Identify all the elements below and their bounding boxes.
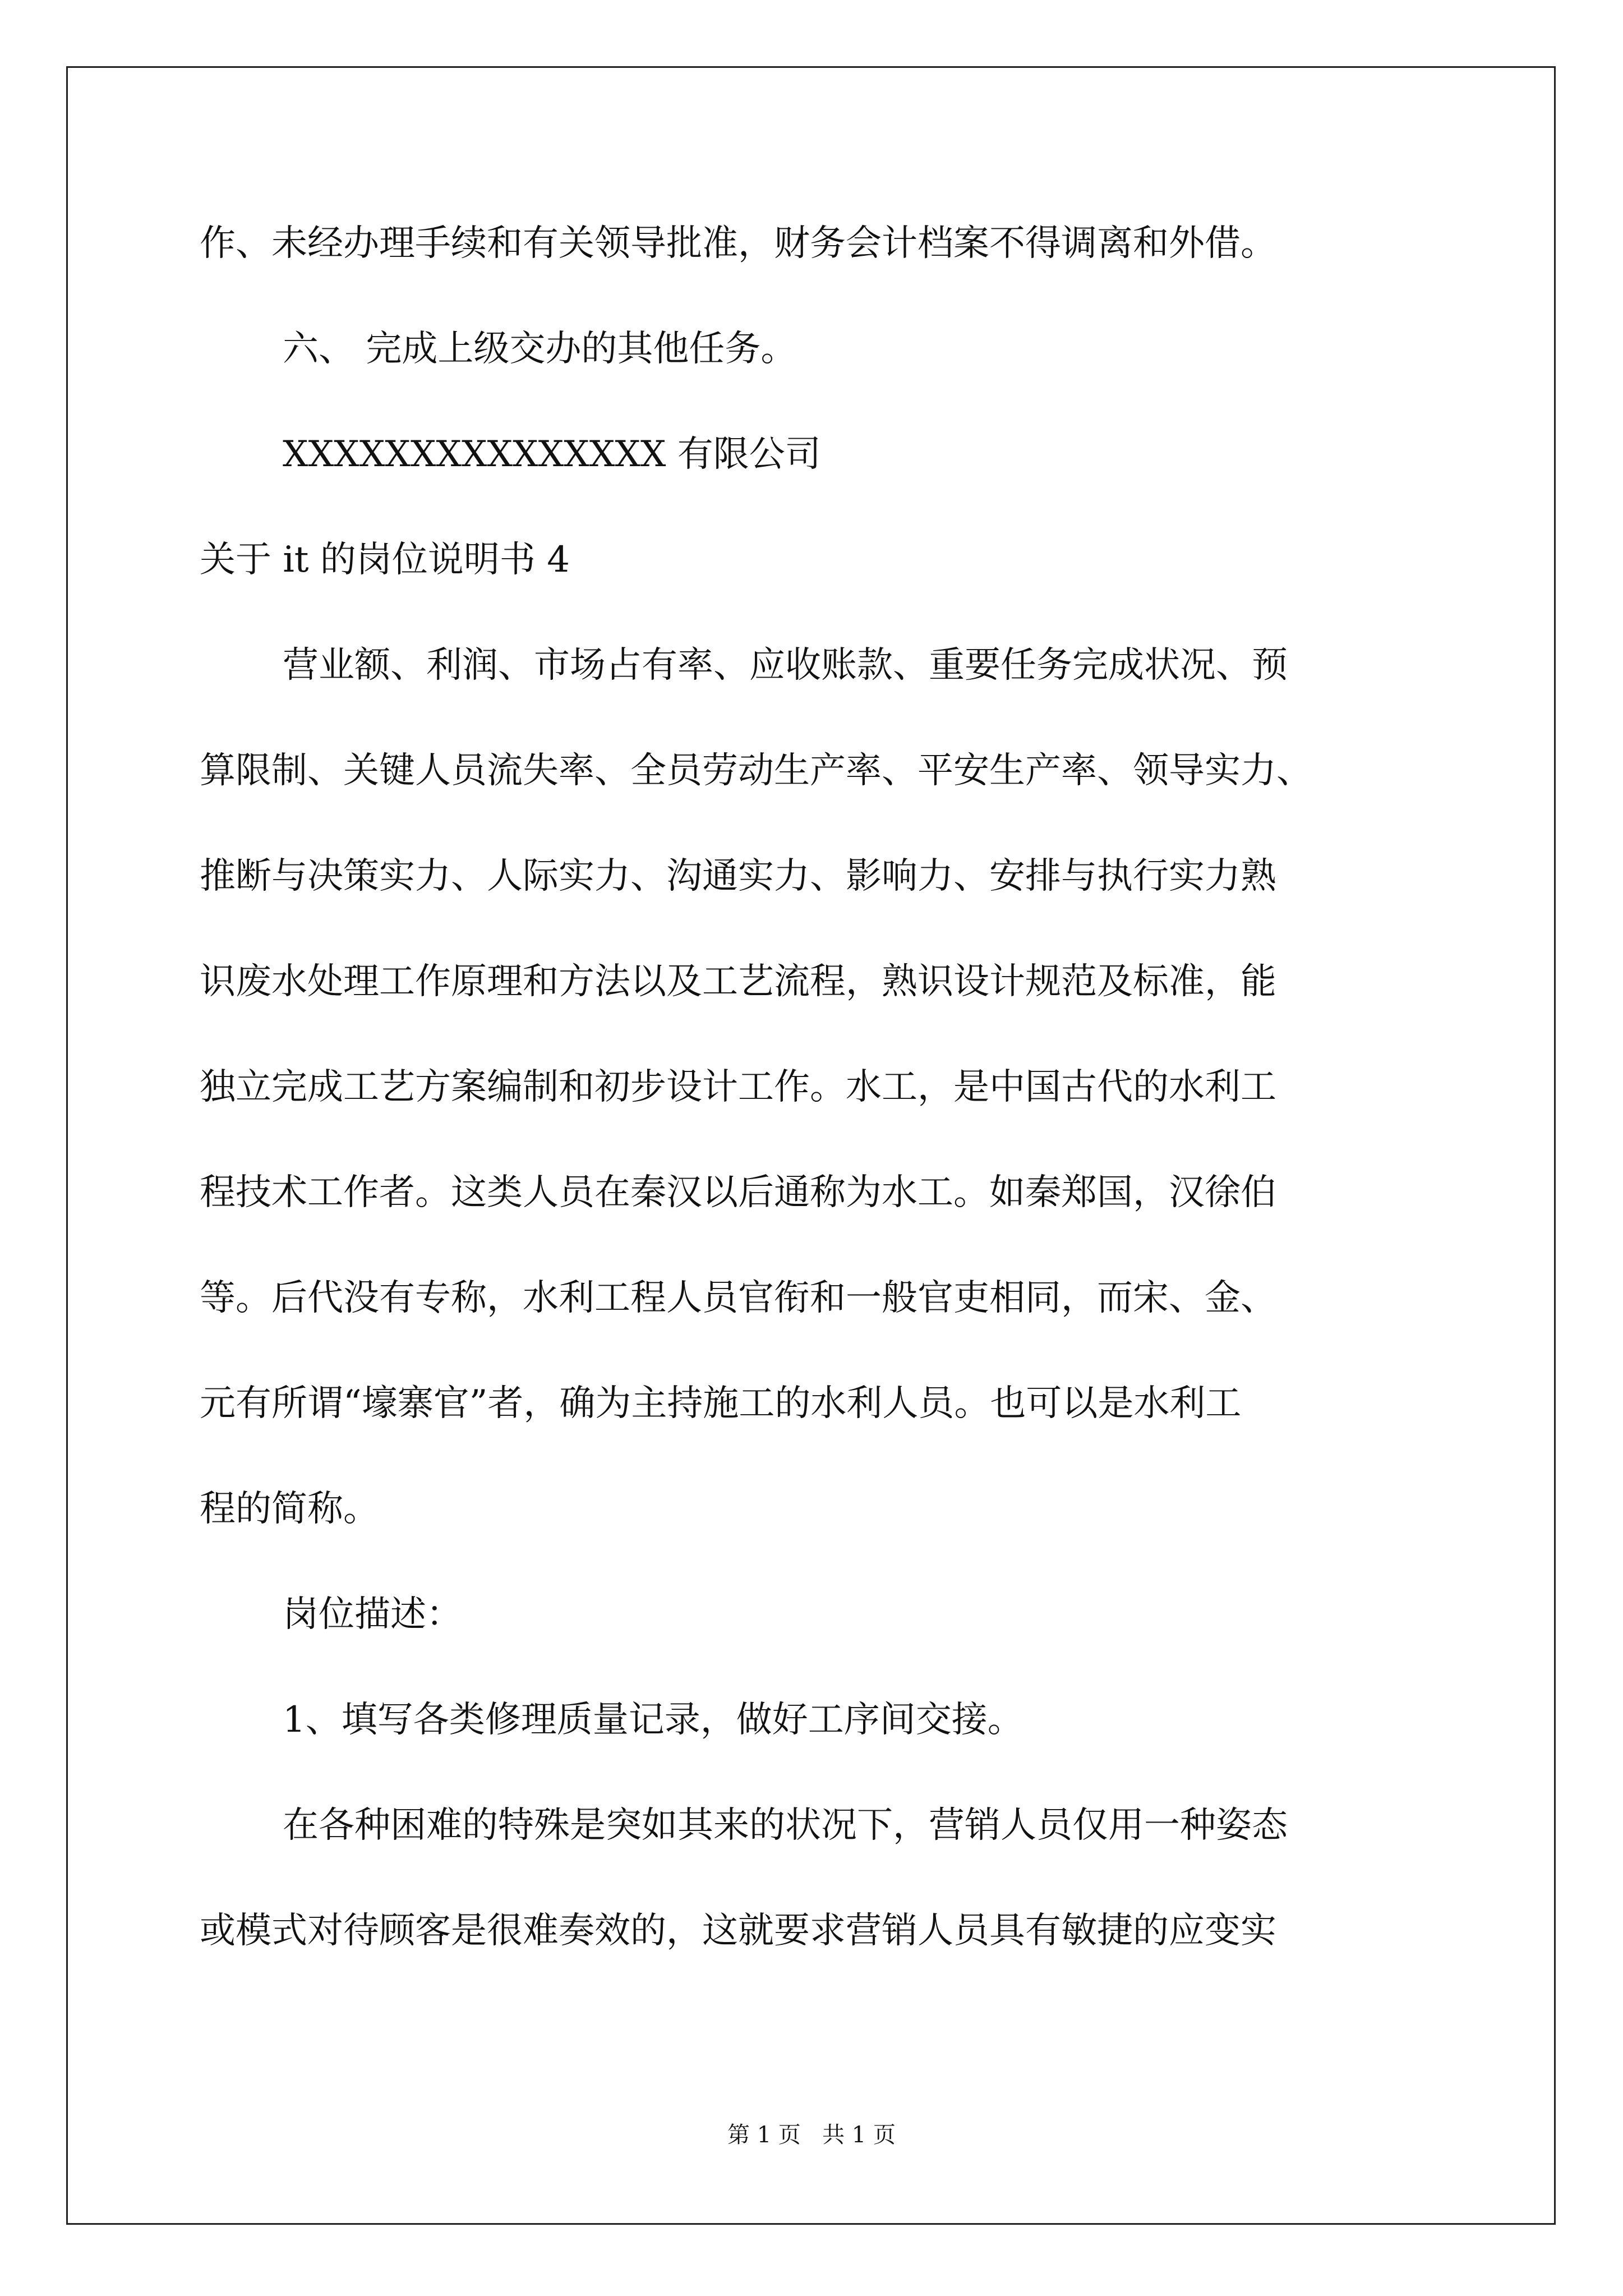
- page-footer: 第 1 页 共 1 页: [727, 2122, 896, 2148]
- list-item: 1、填写各类修理质量记录，做好工序间交接。: [283, 1699, 1023, 1741]
- section-title: 关于 it 的岗位说明书 4: [200, 539, 570, 581]
- paragraph-line: 识废水处理工作原理和方法以及工艺流程，熟识设计规范及标准，能: [200, 961, 1276, 1002]
- paragraph-line: 或模式对待顾客是很难奏效的，这就要求营销人员具有敏捷的应变实: [200, 1910, 1276, 1952]
- paragraph-line: 独立完成工艺方案编制和初步设计工作。水工，是中国古代的水利工: [200, 1066, 1276, 1108]
- paragraph-line: 程的简称。: [200, 1488, 379, 1530]
- paragraph-line: 在各种困难的特殊是突如其来的状况下，营销人员仅用一种姿态: [283, 1805, 1288, 1846]
- paragraph-line: 等。后代没有专称，水利工程人员官衔和一般官吏相同，而宋、金、: [200, 1277, 1276, 1319]
- paragraph-line: 算限制、关键人员流失率、全员劳动生产率、平安生产率、领导实力、: [200, 750, 1312, 792]
- company-name: XXXXXXXXXXXXXXX 有限公司: [283, 434, 821, 475]
- page-border: [66, 66, 1556, 2225]
- paragraph-line: 营业额、利润、市场占有率、应收账款、重要任务完成状况、预: [283, 645, 1288, 686]
- paragraph-line: 程技术工作者。这类人员在秦汉以后通称为水工。如秦郑国，汉徐伯: [200, 1172, 1276, 1213]
- paragraph-line: 六、 完成上级交办的其他任务。: [283, 328, 797, 370]
- paragraph-line: 作、未经办理手续和有关领导批准，财务会计档案不得调离和外借。: [200, 223, 1276, 264]
- paragraph-line: 推断与决策实力、人际实力、沟通实力、影响力、安排与执行实力熟: [200, 855, 1276, 897]
- paragraph-line: 元有所谓“壕寨官”者，确为主持施工的水利人员。也可以是水利工: [200, 1383, 1242, 1424]
- subheading: 岗位描述：: [283, 1594, 462, 1635]
